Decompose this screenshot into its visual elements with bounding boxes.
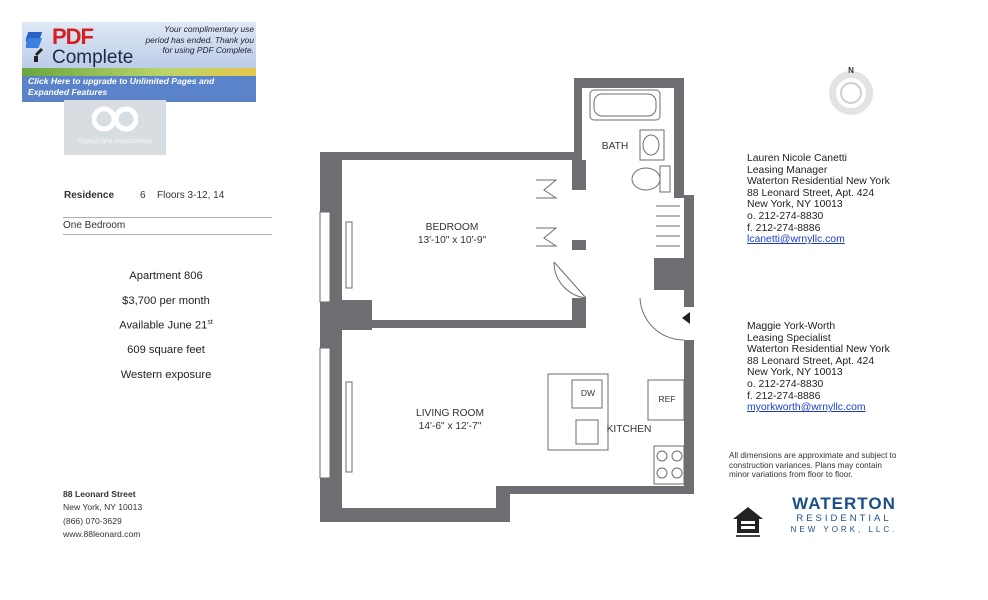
compass-north-label: N [848,66,854,75]
dishwasher-label: DW [580,388,596,398]
contact-office-phone: o. 212-274-8830 [747,378,824,390]
pdf-complete-logo [52,26,133,68]
building-address [63,488,142,542]
contact-title: Leasing Specialist [747,332,831,344]
address-name: 88 Leonard Street [63,489,136,499]
apartment-price: $3,700 per month [122,295,210,307]
bath-label: BATH [601,141,629,152]
contact-email-link[interactable]: lcanetti@wrnyllc.com [747,234,845,246]
banner-complete-text: Complete [52,47,134,68]
bedroom-label: BEDROOM [425,222,479,233]
equal-housing-opportunity-icon [730,504,766,540]
address-city: New York, NY 10013 [63,502,143,513]
banner-upgrade-link[interactable]: Click Here to upgrade to Unlimited Pages and Expanded Features [28,76,215,97]
pdf-complete-upgrade-banner[interactable] [22,22,256,102]
banner-pdf-text: PDF [52,24,93,49]
residence-type: One Bedroom [63,220,126,231]
living-room-dimensions: 14'-6" x 12'-7" [418,421,482,432]
floor-plan [300,70,710,530]
residence-line: 6 [140,190,146,201]
living-room-label: LIVING ROOM [416,408,484,419]
entry-arrow-icon [682,312,690,324]
contact-street: 88 Leonard Street, Apt. 424 [747,355,875,367]
contact-fax: f. 212-274-8886 [747,222,821,234]
availability-suffix: st [207,319,213,326]
apartment-availability [96,319,236,332]
waterton-logo-line1: WATERTON [792,494,896,513]
building-logo-text: EightyEightLeonardStreet [77,138,153,145]
waterton-logo [786,495,902,535]
apartment-size: 609 square feet [127,344,205,356]
contact-fax: f. 212-274-8886 [747,390,821,402]
contact-company: Waterton Residential New York [747,176,890,188]
contact-card [747,153,890,246]
apartment-number: Apartment 806 [129,270,203,282]
residence-floors: Floors 3-12, 14 [157,190,225,201]
bedroom-dimensions: 13'-10" x 10'-9" [417,235,487,246]
address-web[interactable]: www.88leonard.com [63,529,141,540]
contact-street: 88 Leonard Street, Apt. 424 [747,187,875,199]
floor-plan-walls [320,78,694,522]
contact-email-link[interactable]: myorkworth@wrnyllc.com [747,402,866,414]
contact-city: New York, NY 10013 [747,199,843,211]
address-phone: (866) 070-3629 [63,515,122,526]
contact-name: Maggie York-Worth [747,321,836,332]
availability-date: Available June 21 [119,319,208,332]
banner-message: Your complimentary use period has ended. Thank you for using PDF Complete. [145,24,254,55]
divider [63,217,272,218]
dimensions-disclaimer: All dimensions are approximate and subject to construction variances. Plans may contain minor variations from floor to floor. [729,451,897,480]
contact-name: Lauren Nicole Canetti [747,153,847,164]
contact-company: Waterton Residential New York [747,344,890,356]
banner-stripe [22,68,256,76]
eighty-eight-logo-icon [92,104,138,134]
waterton-logo-line3: NEW YORK, LLC. [790,525,898,534]
divider [63,234,272,235]
building-logo [64,100,166,155]
contact-city: New York, NY 10013 [747,367,843,379]
kitchen-label: KITCHEN [606,424,652,435]
pdf-stack-icon [26,30,48,64]
contact-card [747,321,890,414]
residence-label: Residence [64,190,115,201]
waterton-logo-line2: RESIDENTIAL [796,513,892,524]
contact-office-phone: o. 212-274-8830 [747,210,824,222]
refrigerator-label: REF [658,394,676,404]
apartment-exposure: Western exposure [120,369,212,381]
contact-title: Leasing Manager [747,164,828,176]
